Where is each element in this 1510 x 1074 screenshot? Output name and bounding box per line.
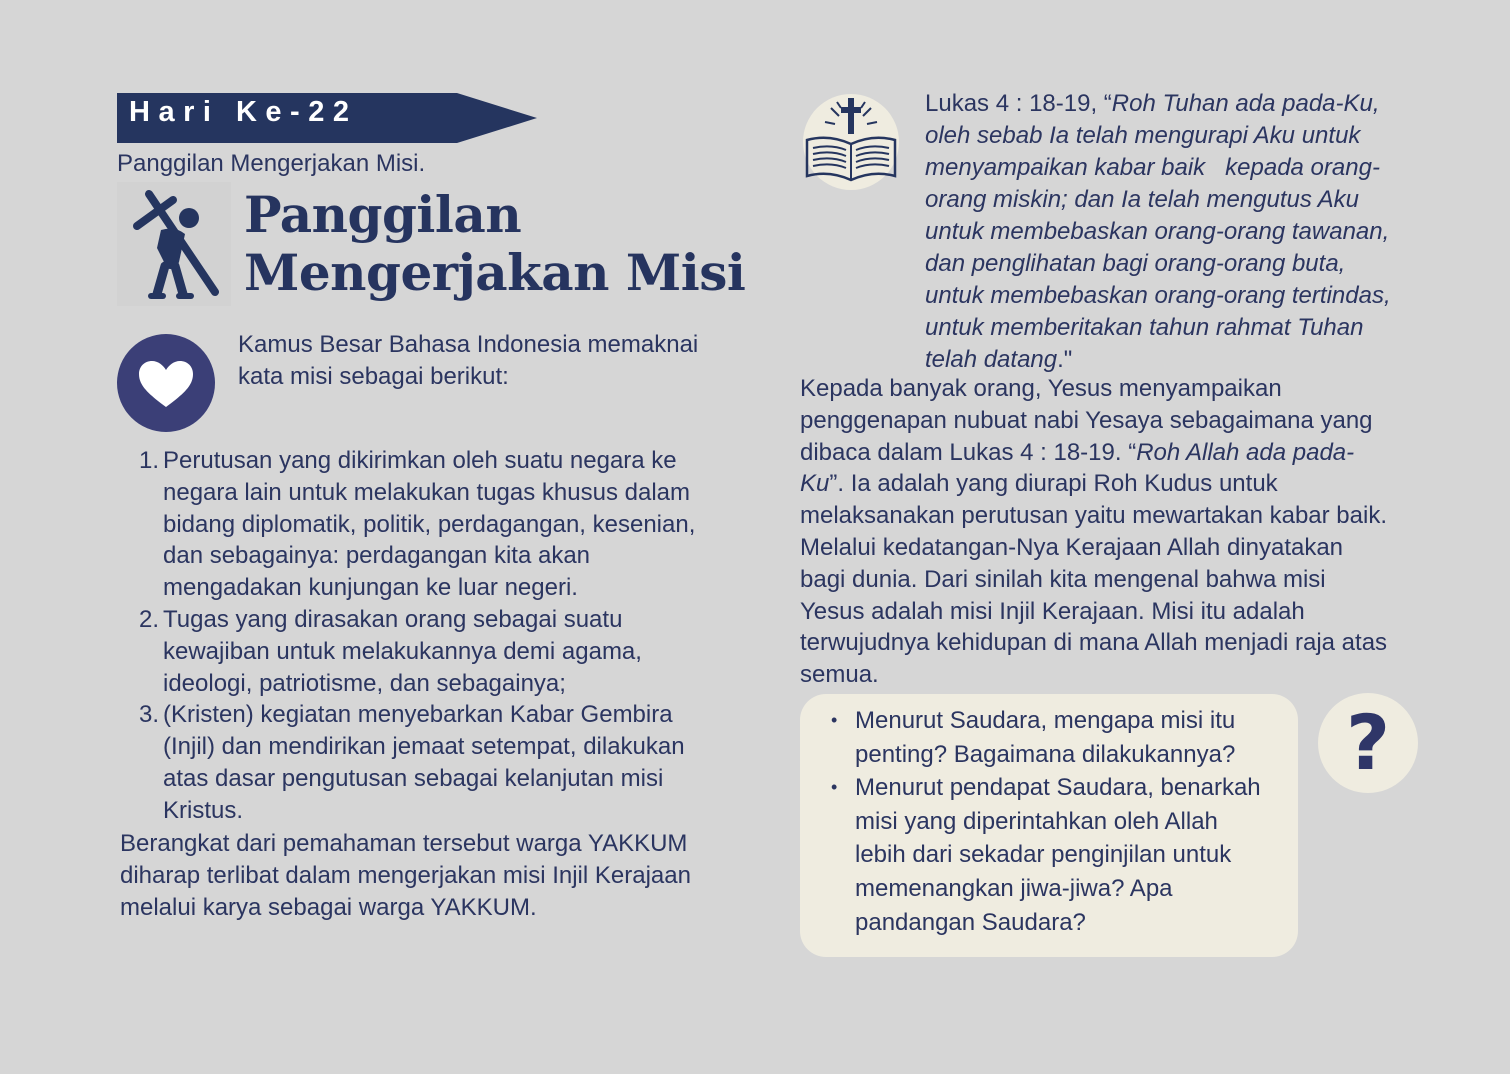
verse-line — [925, 216, 1425, 248]
bible-verse — [925, 88, 1425, 376]
verse-text: dan penglihatan bagi orang-orang buta, — [925, 250, 1346, 277]
page-title-line-1: Panggilan — [244, 185, 522, 244]
definition-number: 2. — [139, 605, 160, 633]
paragraph-line — [800, 437, 1440, 469]
day-banner-label: Hari Ke-22 — [129, 96, 358, 128]
verse-text: untuk memberitakan tahun rahmat Tuhan — [925, 314, 1364, 341]
paragraph-line: Yesus adalah misi Injil Kerajaan. Misi itu adalah — [800, 597, 1305, 625]
verse-line — [925, 312, 1425, 344]
definition-line: ideologi, patriotisme, dan sebagainya; — [163, 669, 566, 697]
verse-text: oleh sebab Ia telah mengurapi Aku untuk — [925, 122, 1361, 149]
definition-line: kewajiban untuk melakukannya demi agama, — [163, 637, 642, 665]
verse-text: orang miskin; dan Ia telah mengutus Aku — [925, 186, 1360, 213]
subtitle: Panggilan Mengerjakan Misi. — [117, 150, 426, 177]
question-line: Menurut Saudara, mengapa misi itu — [855, 707, 1236, 734]
question-line: lebih dari sekadar penginjilan untuk — [855, 841, 1232, 869]
definition-line: Perutusan yang dikirimkan oleh suatu negara ke — [163, 447, 677, 474]
bullet-icon: • — [831, 710, 838, 730]
paragraph-line: terwujudnya kehidupan di mana Allah menjadi raja atas — [800, 629, 1388, 657]
verse-text: untuk membebaskan orang-orang tawanan, — [925, 218, 1390, 245]
definition-number: 3. — [139, 701, 160, 729]
definition-line: Tugas yang dirasakan orang sebagai suatu — [163, 605, 623, 633]
paragraph-line: melalui karya sebagai warga YAKKUM. — [120, 894, 537, 921]
question-list — [800, 704, 1261, 939]
definition-line: (Kristen) kegiatan menyebarkan Kabar Gembira — [163, 701, 673, 729]
kbbi-intro-text: Kamus Besar Bahasa Indonesia memaknai kata misi sebagai berikut: — [238, 331, 699, 390]
paragraph-quote: Roh Allah ada pada- — [1136, 438, 1355, 466]
definition-line: Kristus. — [163, 796, 244, 824]
definition-line: dan sebagainya: perdagangan kita akan — [163, 542, 591, 570]
definition-item-1 — [120, 445, 740, 604]
day-banner — [117, 93, 537, 143]
paragraph-text: dibaca dalam Lukas 4 : 18-19. “ — [800, 438, 1137, 466]
question-line: penting? Bagaimana dilakukannya? — [855, 740, 1236, 768]
left-paragraph — [120, 828, 740, 924]
paragraph-line: penggenapan nubuat nabi Yesaya sebagaimana yang — [800, 406, 1373, 434]
bullet-icon: • — [831, 777, 838, 798]
page-title-line-2: Mengerjakan Misi — [244, 243, 746, 302]
right-paragraph — [800, 373, 1440, 691]
open-bible-icon — [801, 94, 903, 192]
paragraph-line: Melalui kedatangan-Nya Kerajaan Allah dinyatakan — [800, 533, 1344, 561]
definition-item-3 — [120, 699, 740, 826]
verse-line — [925, 152, 1425, 184]
paragraph-line — [800, 468, 1440, 500]
verse-line — [925, 248, 1425, 280]
verse-text: Roh Tuhan ada pada-Ku, — [1111, 90, 1380, 117]
paragraph-line: Berangkat dari pemahaman tersebut warga YAKKUM — [120, 830, 688, 857]
verse-reference: Lukas 4 : 18-19, “ — [925, 90, 1112, 117]
question-item-1 — [800, 704, 1261, 771]
definition-line: (Injil) dan mendirikan jemaat setempat, dilakukan — [163, 733, 685, 761]
paragraph-line: Kepada banyak orang, Yesus menyampaikan — [800, 375, 1282, 402]
paragraph-quote: Ku — [800, 470, 830, 498]
verse-line — [925, 184, 1425, 216]
verse-line — [925, 280, 1425, 312]
verse-text: telah datang — [925, 346, 1058, 373]
verse-line-1 — [925, 88, 1425, 120]
verse-text: menyampaikan kabar baik kepada orang- — [925, 154, 1380, 181]
paragraph-text: ”. Ia adalah yang diurapi Roh Kudus untuk — [829, 470, 1278, 498]
question-item-2 — [800, 771, 1261, 939]
verse-closing: ." — [1057, 346, 1073, 373]
definition-list — [120, 445, 740, 827]
definition-line: negara lain untuk melakukan tugas khusus dalam — [163, 478, 690, 506]
definition-line: mengadakan kunjungan ke luar negeri. — [163, 574, 578, 602]
page-title — [244, 186, 745, 302]
heart-icon — [117, 334, 215, 432]
verse-line — [925, 120, 1425, 152]
person-carrying-cross-icon — [117, 182, 231, 306]
question-line: Menurut pendapat Saudara, benarkah — [855, 774, 1261, 802]
definition-number: 1. — [139, 447, 160, 474]
reflection-question-box — [800, 694, 1298, 957]
definition-line: atas dasar pengutusan sebagai kelanjutan misi — [163, 764, 664, 792]
definition-item-2 — [120, 604, 740, 699]
question-line: pandangan Saudara? — [855, 908, 1086, 936]
paragraph-line: bagi dunia. Dari sinilah kita mengenal bahwa misi — [800, 565, 1326, 593]
question-mark-glyph: ? — [1345, 698, 1391, 787]
verse-line — [925, 344, 1425, 376]
question-mark-icon — [1318, 693, 1418, 793]
question-line: misi yang diperintahkan oleh Allah — [855, 807, 1218, 835]
definition-line: bidang diplomatik, politik, perdagangan, kesenian, — [163, 510, 696, 538]
question-line: memenangkan jiwa-jiwa? Apa — [855, 874, 1173, 902]
paragraph-line: semua. — [800, 661, 879, 689]
paragraph-line: melaksanakan perutusan yaitu mewartakan kabar baik. — [800, 502, 1387, 530]
verse-text: untuk membebaskan orang-orang tertindas, — [925, 282, 1391, 309]
paragraph-line: diharap terlibat dalam mengerjakan misi Injil Kerajaan — [120, 862, 691, 889]
